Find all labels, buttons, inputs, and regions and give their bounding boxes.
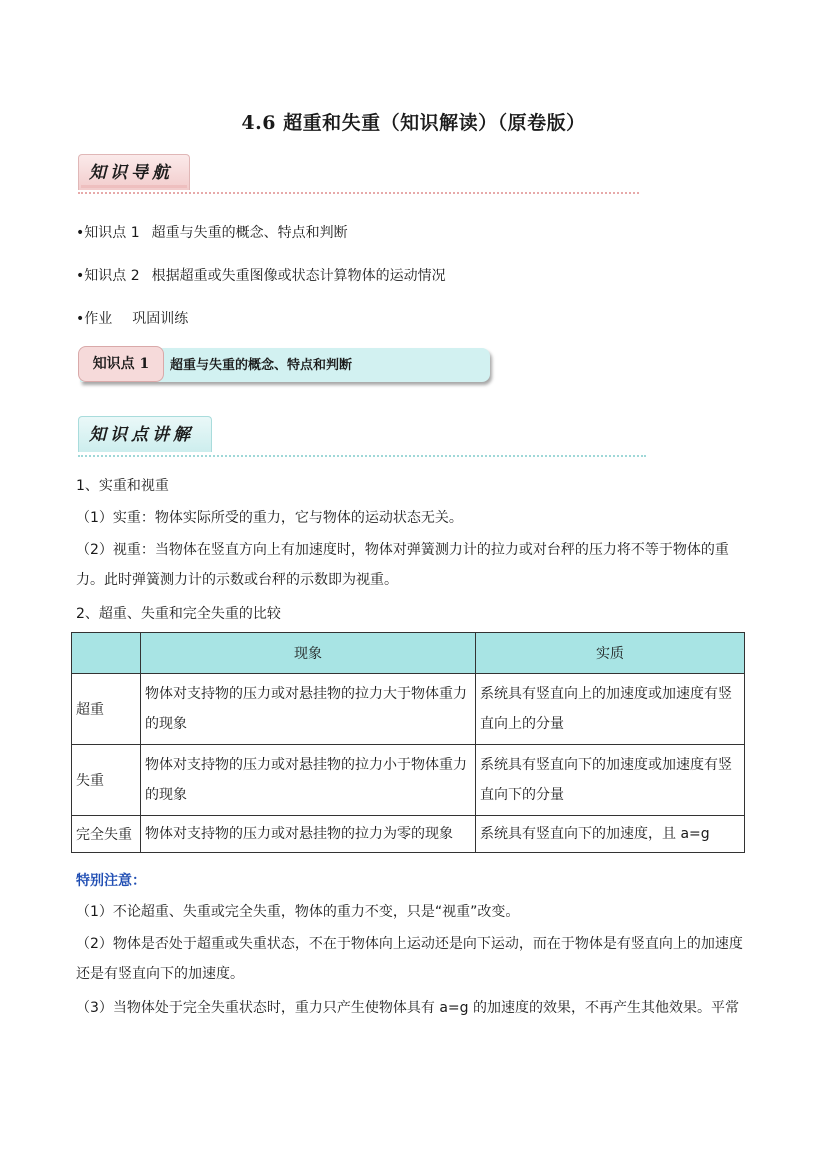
- note-2: （2）物体是否处于超重或失重状态，不在于物体向上运动还是向下运动，而在于物体是有竖直向上的加速度还是有竖直向下的加速度。: [76, 936, 743, 982]
- note-3: （3）当物体处于完全失重状态时，重力只产生使物体具有 a=g 的加速度的效果，不再产生其他效果。平常: [76, 1000, 740, 1016]
- row-name: 超重: [72, 674, 141, 745]
- nav-item-text: 巩固训练: [132, 311, 189, 327]
- knowledge-nav-banner: 知识导航: [78, 154, 190, 190]
- section-2-title: 2、超重、失重和完全失重的比较: [76, 606, 281, 622]
- nav-item-label: •作业: [76, 311, 113, 327]
- knowledge-point-title: 超重与失重的概念、特点和判断: [170, 358, 353, 373]
- nav-item-text: 根据超重或失重图像或状态计算物体的运动情况: [151, 268, 446, 284]
- knowledge-point-tab: 知识点 1: [78, 346, 164, 382]
- table-row: [72, 745, 745, 816]
- nav-divider: [78, 192, 639, 194]
- knowledge-point-header: [78, 346, 490, 386]
- nav-item-label: •知识点 1: [76, 225, 140, 241]
- note-1: （1）不论超重、失重或完全失重，物体的重力不变，只是“视重”改变。: [76, 904, 520, 920]
- row-name: 完全失重: [72, 816, 141, 853]
- row-essence: 系统具有竖直向上的加速度或加速度有竖直向上的分量: [476, 674, 745, 745]
- table-header-row: [72, 633, 745, 674]
- nav-item-label: •知识点 2: [76, 268, 140, 284]
- row-phenomenon: 物体对支持物的压力或对悬挂物的拉力大于物体重力的现象: [141, 674, 476, 745]
- nav-item-1: [76, 222, 348, 242]
- nav-item-text: 超重与失重的概念、特点和判断: [151, 225, 348, 241]
- table-row: [72, 816, 745, 853]
- row-essence: 系统具有竖直向下的加速度或加速度有竖直向下的分量: [476, 745, 745, 816]
- table-header-cell: [72, 633, 141, 674]
- section-1-title: 1、实重和视重: [76, 478, 169, 494]
- row-phenomenon: 物体对支持物的压力或对悬挂物的拉力小于物体重力的现象: [141, 745, 476, 816]
- explain-banner: 知识点讲解: [78, 416, 212, 452]
- section-1-paragraph-2: （2）视重：当物体在竖直方向上有加速度时，物体对弹簧测力计的拉力或对台秤的压力将不等于物体的重力。此时弹簧测力计的示数或台秤的示数即为视重。: [76, 542, 729, 588]
- row-essence: 系统具有竖直向下的加速度，且 a=g: [476, 816, 745, 853]
- row-phenomenon: 物体对支持物的压力或对悬挂物的拉力为零的现象: [141, 816, 476, 853]
- notes-heading: 特别注意：: [76, 873, 146, 889]
- nav-item-3: [76, 308, 188, 328]
- page-title: 4.6 超重和失重（知识解读）（原卷版）: [241, 112, 586, 134]
- comparison-table: [71, 632, 745, 853]
- table-header-cell: 现象: [141, 633, 476, 674]
- table-header-cell: 实质: [476, 633, 745, 674]
- nav-item-2: [76, 265, 446, 285]
- explain-divider: [78, 455, 646, 457]
- row-name: 失重: [72, 745, 141, 816]
- section-1-paragraph-1: （1）实重：物体实际所受的重力，它与物体的运动状态无关。: [76, 510, 463, 526]
- table-row: [72, 674, 745, 745]
